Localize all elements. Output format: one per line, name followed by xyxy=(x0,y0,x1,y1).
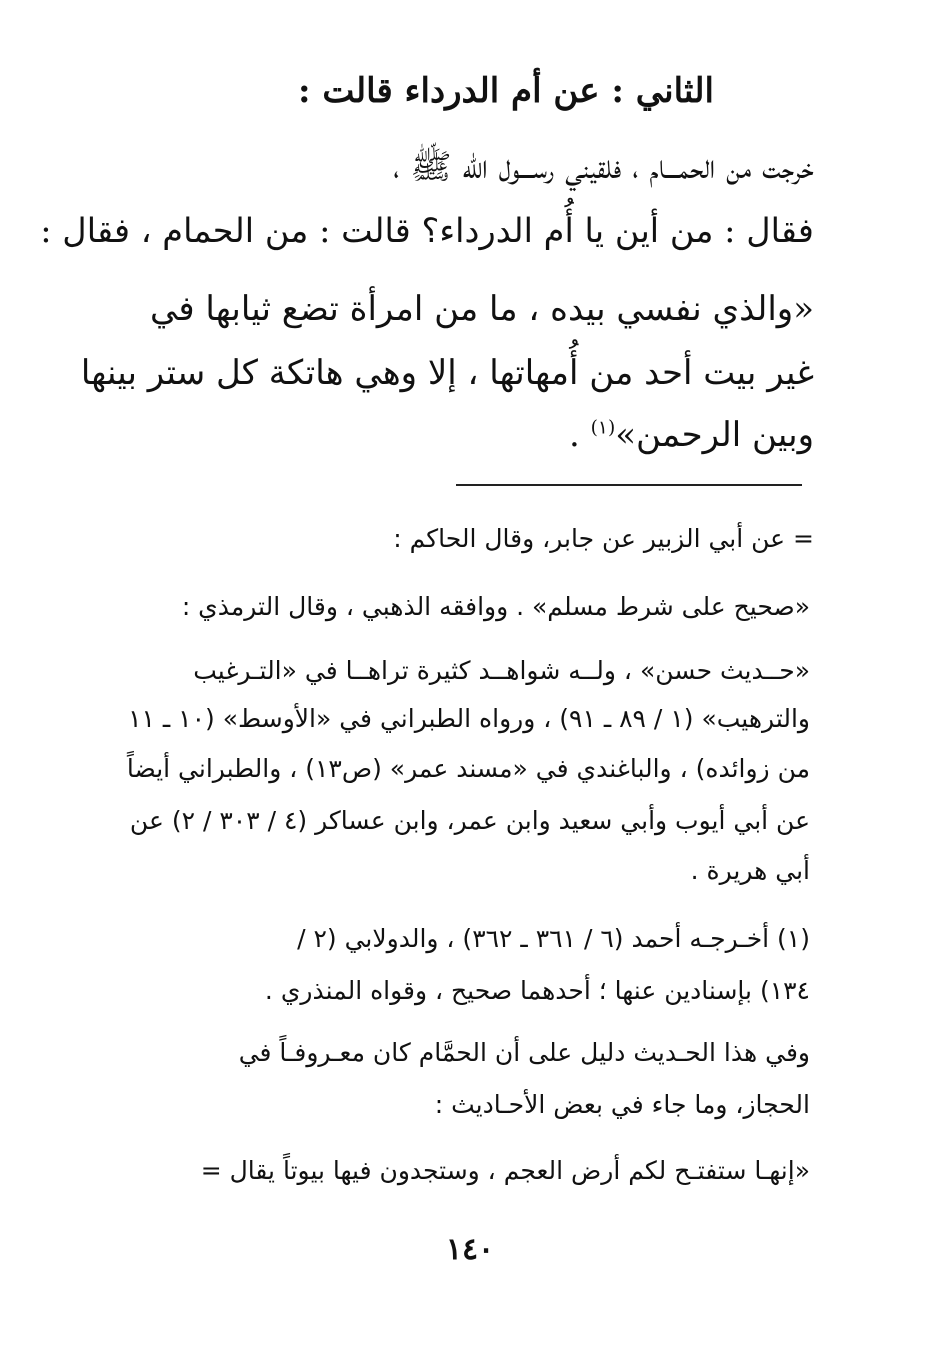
main-text-fragment: . xyxy=(568,415,591,455)
footnote-line: عن أبي أيوب وأبي سعيد وابن عمر، وابن عساكر (٤ / ٣٠٣ / ٢) عن xyxy=(129,806,810,835)
footnote-1-line: (١) أخـرجـه أحمد (٦ / ٣٦١ ـ ٣٦٢) ، والدولابي (٢ / xyxy=(297,924,810,953)
footnote-line: أبي هريرة . xyxy=(690,856,810,885)
main-text-line-last xyxy=(568,415,814,455)
page-number: ١٤٠ xyxy=(445,1232,495,1267)
main-text-fragment: وبين الرحمن» xyxy=(615,415,814,455)
footnote-line: «صحيح على شرط مسلم» . ووافقه الذهبي ، وقال الترمذي : xyxy=(181,592,810,621)
footnote-separator xyxy=(456,484,802,486)
section-heading: الثاني : عن أم الدرداء قالت : xyxy=(297,71,714,111)
footnote-line: «حــديث حسن» ، ولــه شواهــد كثيرة تراهــا في «التـرغيب xyxy=(193,656,810,685)
main-text-line: غير بيت أحد من أُمهاتها ، إلا وهي هاتكة كل ستر بينها xyxy=(80,353,814,393)
footnote-line: والترهيب» (١ / ٨٩ ـ ٩١) ، ورواه الطبراني في «الأوسط» (١٠ ـ ١١ xyxy=(128,704,810,733)
commentary-line: وفي هذا الحـديث دليل على أن الحمَّام كان معـروفـاً في xyxy=(238,1038,810,1067)
footnote-line: = عن أبي الزبير عن جابر، وقال الحاكم : xyxy=(393,524,814,553)
main-text-line: خرجت من الحمـــام ، فلقيني رســـول الله ﷺ ، xyxy=(393,147,814,187)
footnote-1-line: ١٣٤) بإسنادين عنها ؛ أحدهما صحيح ، وقواه المنذري . xyxy=(264,976,810,1005)
commentary-line: «إنهـا ستفتـح لكم أرض العجم ، وستجدون فيها بيوتاً يقال = xyxy=(200,1156,810,1185)
main-text-line: فقال : من أين يا أُم الدرداء؟ قالت : من الحمام ، فقال : xyxy=(40,211,814,250)
footnote-line: من زوائده) ، والباغندي في «مسند عمر» (ص١٣) ، والطبراني أيضاً xyxy=(126,754,810,783)
footnote-ref: (١) xyxy=(590,417,616,439)
main-text-line: «والذي نفسي بيده ، ما من امرأة تضع ثيابها في xyxy=(150,289,814,329)
commentary-line: الحجاز، وما جاء في بعض الأحـاديث : xyxy=(434,1090,810,1119)
